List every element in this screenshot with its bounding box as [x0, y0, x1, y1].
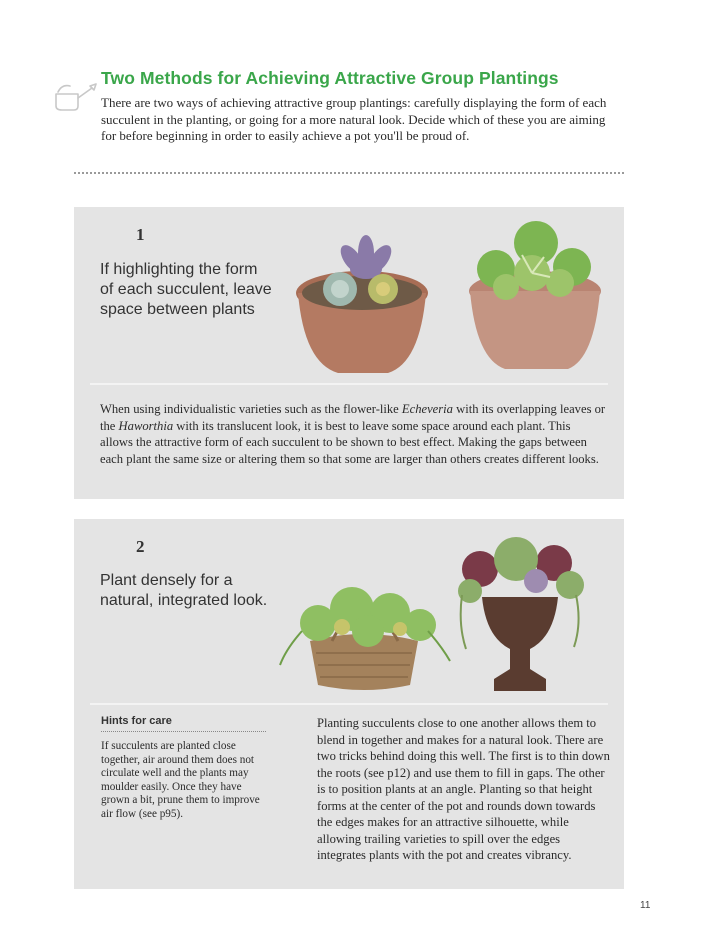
filled-succulents-pot-photo	[460, 221, 610, 379]
echeveria-term: Echeveria	[401, 402, 453, 416]
method-1-panel	[74, 207, 624, 499]
method-1-heading: If highlighting the form of each succulent, leave space between plants	[100, 261, 272, 318]
method-2-panel	[74, 519, 624, 889]
haworthia-term: Haworthia	[118, 418, 174, 433]
page-number: 11	[640, 900, 651, 911]
spaced-succulents-pot-photo	[288, 223, 436, 385]
urn-planting-photo	[450, 529, 590, 697]
method-1-rule	[90, 383, 608, 385]
method-1-body: When using individualistic varieties such as the flower-like Echeveria with its overlapping leaves or the Haworthia with its translucent look, it is best to leave some space around each plant. This allows the attractive form of each succulent to be shown to best effect. Making the gaps between each plant the same size or altering them so that some are larger than others creates different looks.	[100, 402, 606, 466]
method-2-body: Planting succulents close to one another allows them to blend in together and makes for a natural look. There are two tricks behind doing this well. The first is to thin down the roots (see p12) and use them to fill in gaps. The other is to position plants at an angle. Planting so that height forms at the center of the pot and rounds down towards the edges makes for an attractive silhouette, while allowing trailing varieties to spill over the edges integrates plants with the pot and creates vibrancy.	[317, 716, 610, 862]
method-2-heading: Plant densely for a natural, integrated look.	[100, 572, 268, 609]
hints-for-care-text: If succulents are planted close together, air around them does not circulate well and the plants may moulder easily. Once they have grown a bit, prune them to improve air flow (see p95).	[101, 740, 260, 820]
method-2-number: 2	[136, 537, 145, 556]
dotted-divider	[74, 172, 624, 174]
method-1-number: 1	[136, 225, 145, 244]
intro-paragraph: There are two ways of achieving attractive group plantings: carefully displaying the form of each succulent in the planting, or going for a more natural look. Decide which of these you are aiming for before beginning in order to easily achieve a pot you'll be proud of.	[101, 95, 607, 143]
hints-divider	[101, 731, 266, 732]
hints-for-care-title: Hints for care	[101, 715, 172, 727]
page-title: Two Methods for Achieving Attractive Group Plantings	[101, 68, 559, 88]
method-2-rule	[90, 703, 608, 705]
watering-can-icon	[52, 80, 98, 114]
basket-planting-photo	[272, 569, 458, 695]
